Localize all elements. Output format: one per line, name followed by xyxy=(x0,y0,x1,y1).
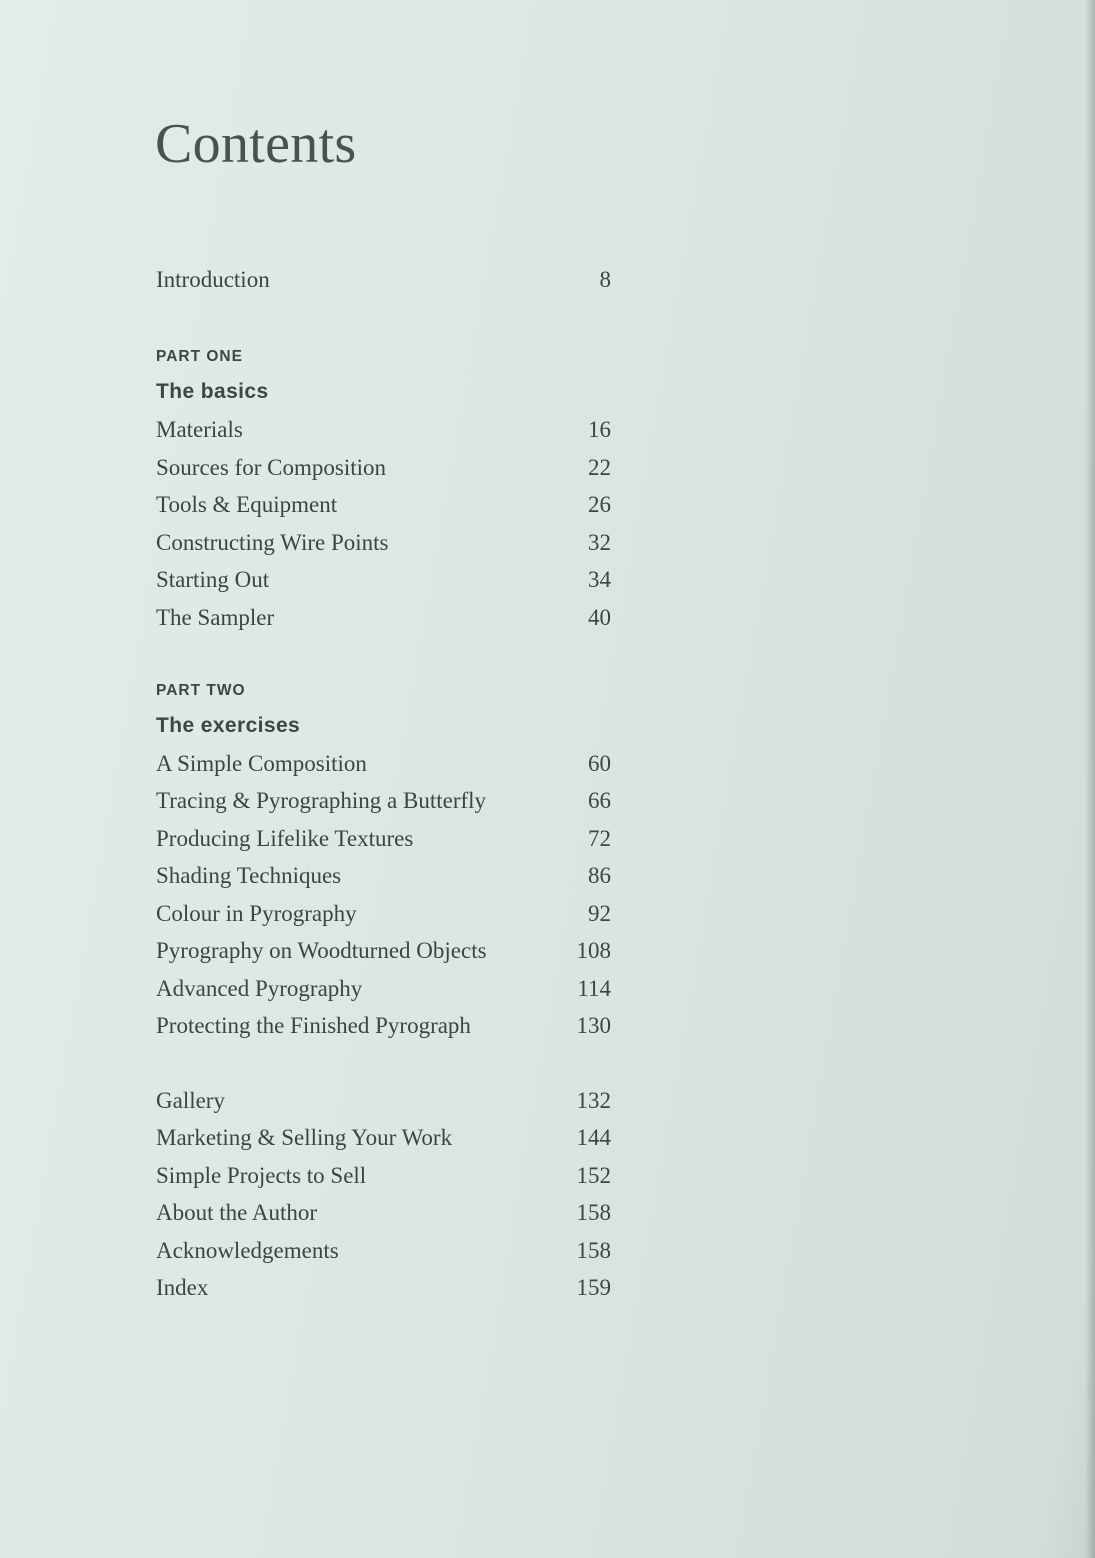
toc-entry-introduction xyxy=(156,262,611,298)
toc-entry-label: The Sampler xyxy=(156,605,275,630)
toc-entry xyxy=(156,821,611,857)
toc-entry-page: 16 xyxy=(588,417,611,442)
toc-entry-page: 66 xyxy=(588,788,611,813)
toc-entry xyxy=(156,562,611,598)
toc-entry xyxy=(156,1270,611,1306)
toc-entry-page: 60 xyxy=(588,751,611,776)
toc-entry-label: Advanced Pyrography xyxy=(156,976,363,1001)
toc-entry-label: Constructing Wire Points xyxy=(156,530,389,555)
toc-entry-label: Introduction xyxy=(156,267,270,292)
toc-entry-page: 26 xyxy=(588,492,611,517)
part-two-title: The exercises xyxy=(156,714,301,737)
toc-entry-label: Pyrography on Woodturned Objects xyxy=(156,938,487,963)
toc-entry xyxy=(156,412,611,448)
toc-entry xyxy=(156,1158,611,1194)
toc-entry xyxy=(156,896,611,932)
toc-entry-page: 159 xyxy=(576,1275,611,1300)
toc-entry-page: 158 xyxy=(576,1200,611,1225)
toc-entry-page: 32 xyxy=(588,530,611,555)
toc-entry-label: Marketing & Selling Your Work xyxy=(156,1125,453,1150)
toc-entry-label: Shading Techniques xyxy=(156,863,342,888)
toc-entry-label: Index xyxy=(156,1275,209,1300)
toc-entry-label: Producing Lifelike Textures xyxy=(156,826,414,851)
toc-entry xyxy=(156,1120,611,1156)
toc-entry-page: 92 xyxy=(588,901,611,926)
toc-entry-page: 158 xyxy=(576,1238,611,1263)
toc-entry xyxy=(156,783,611,819)
toc-entry xyxy=(156,1195,611,1231)
toc-entry-page: 130 xyxy=(576,1013,611,1038)
toc-entry xyxy=(156,450,611,486)
toc-entry-page: 108 xyxy=(576,938,611,963)
toc-entry xyxy=(156,600,611,636)
toc-entry-page: 132 xyxy=(576,1088,611,1113)
part-two-label: PART TWO xyxy=(156,682,246,699)
toc-entry-page: 114 xyxy=(577,976,611,1001)
toc-entry-page: 72 xyxy=(588,826,611,851)
toc-entry-label: Simple Projects to Sell xyxy=(156,1163,367,1188)
toc-entry xyxy=(156,1233,611,1269)
toc-entry-page: 8 xyxy=(599,267,611,292)
toc-entry-label: About the Author xyxy=(156,1200,317,1225)
toc-entry xyxy=(156,1008,611,1044)
part-one-label: PART ONE xyxy=(156,348,243,365)
toc-entry-page: 34 xyxy=(588,567,611,592)
page-title: Contents xyxy=(155,113,357,175)
toc-entry-label: Gallery xyxy=(156,1088,225,1113)
toc-entry-label: Materials xyxy=(156,417,243,442)
toc-entry-label: Protecting the Finished Pyrograph xyxy=(156,1013,471,1038)
toc-entry xyxy=(156,525,611,561)
part-one-title: The basics xyxy=(156,380,269,403)
toc-entry-page: 40 xyxy=(588,605,611,630)
toc-entry-page: 86 xyxy=(588,863,611,888)
toc-entry-page: 152 xyxy=(576,1163,611,1188)
toc-entry xyxy=(156,746,611,782)
toc-entry-label: Acknowledgements xyxy=(156,1238,339,1263)
toc-entry xyxy=(156,971,611,1007)
toc-entry-label: Starting Out xyxy=(156,567,270,592)
toc-entry-label: Sources for Composition xyxy=(156,455,386,480)
page-edge-shadow xyxy=(1085,0,1095,1558)
toc-entry-label: Tools & Equipment xyxy=(156,492,338,517)
toc-entry-page: 144 xyxy=(576,1125,611,1150)
toc-entry-label: Colour in Pyrography xyxy=(156,901,357,926)
toc-entry xyxy=(156,933,611,969)
toc-entry-page: 22 xyxy=(588,455,611,480)
toc-entry-label: A Simple Composition xyxy=(156,751,367,776)
toc-entry xyxy=(156,858,611,894)
toc-entry-label: Tracing & Pyrographing a Butterfly xyxy=(156,788,487,813)
toc-entry xyxy=(156,487,611,523)
toc-entry xyxy=(156,1083,611,1119)
